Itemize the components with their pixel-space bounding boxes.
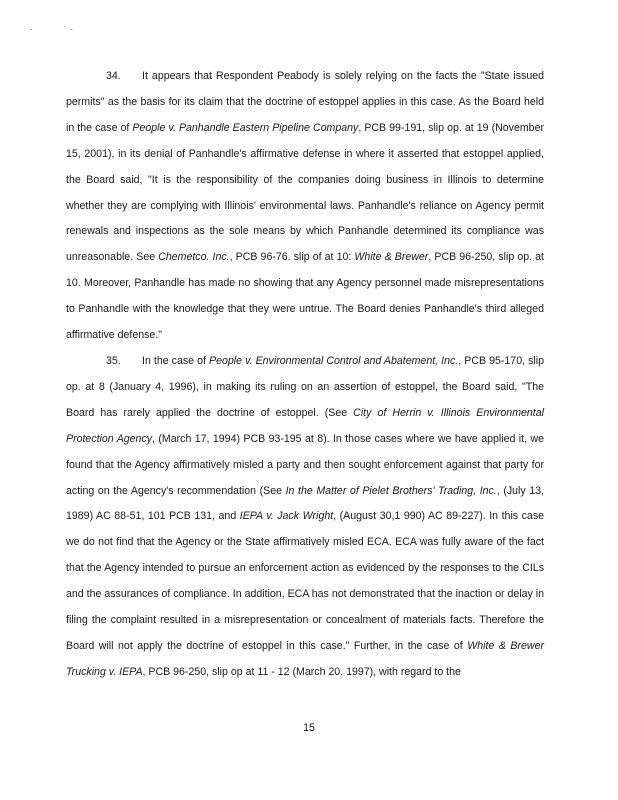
paragraph-34 — [66, 64, 544, 349]
paragraph-text: , PCB 96-250, slip op at 11 - 12 (March 20. 1997), with regard to the — [142, 665, 461, 678]
speck: . — [70, 22, 112, 32]
paragraph-text: , PCB 99-191, slip op. at 19 (November 15, 2001), in its denial of Panhandle's affirmative defense in where it asserted that estoppel applied, the Board said, "It is the responsibility of the companies doing business in Illinois to determine whether they are complying with Illinois' environmental laws. Panhandle's reliance on Agency permit renewals and inspections as the sole means by which Panhandle determined its compliance was unreasonable. See — [66, 121, 544, 264]
body-text — [66, 64, 544, 686]
paragraph-text: In the case of — [142, 354, 210, 367]
paragraph-text: It appears that Respondent Peabody is solely relying on the facts the "State issued permits" as the basis for its claim that the doctrine of estoppel applies in this case. As the Board held in the case of — [66, 70, 544, 134]
paragraph-text: , (August 30,1 990) AC 89-227). In this case we do not find that the Agency or the State affirmatively misled ECA. ECA was fully aware of the fact that the Agency intended to pursue an enforcement action as evidenced by the responses to the CILs and the assurances of compliance. In addition, ECA has not demonstrated that the inaction or delay in filing the complaint resulted in a misrepresentation or concealment of materials facts. Therefore the Board will not apply the doctrine of estoppel in this case." Further, in the case of — [66, 510, 545, 652]
case-citation: People v. Panhandle Eastern Pipeline Company — [132, 121, 359, 134]
case-citation: In the Matter of Pielet Brothers' Trading, Inc. — [285, 484, 497, 497]
paragraph-text: , (March 17, 1994) PCB 93-195 at 8). In those cases where we have applied it, we found that the Agency affirmatively misled a party and then sought enforcement against that party for acting on the Agency's recommendation (See — [66, 432, 544, 497]
paragraph-number: 35. — [106, 354, 121, 367]
paragraph-text: , (July 13, 1989) AC 88-51, 101 PCB 131, and — [66, 484, 544, 523]
paragraph-text: , PCB 96-250, slip op. at 10. Moreover, Panhandle has made no showing that any Agency personnel made misrepresentations to Panhandle with the knowledge that they were untrue. The Board denies Panhandle's third alleged affirmative defense." — [66, 251, 544, 342]
case-citation: Chemetco. Inc. — [158, 251, 230, 264]
case-citation: City of Herrin v. Illinois Environmental Protection Agency — [66, 406, 544, 445]
case-citation: IEPA v. Jack Wright — [239, 510, 334, 523]
speck: . — [30, 22, 71, 32]
case-citation: People v. Environmental Control and Abatement, Inc. — [209, 354, 459, 367]
page-number: 15 — [303, 722, 315, 734]
paragraph-35 — [66, 349, 544, 686]
paragraph-number: 34. — [106, 70, 121, 82]
case-citation: White & Brewer — [354, 251, 429, 264]
paragraph-text: , PCB 96-76. slip of at 10: — [229, 251, 355, 264]
paragraph-text: , PCB 95-170, slip op. at 8 (January 4, 1996), in making its ruling on an assertion of estoppel, the Board said, "The Board has rarely applied the doctrine of estoppel. (See — [66, 354, 544, 419]
scan-specks — [30, 22, 111, 32]
case-citation: White & Brewer Trucking v. IEPA — [66, 639, 544, 678]
